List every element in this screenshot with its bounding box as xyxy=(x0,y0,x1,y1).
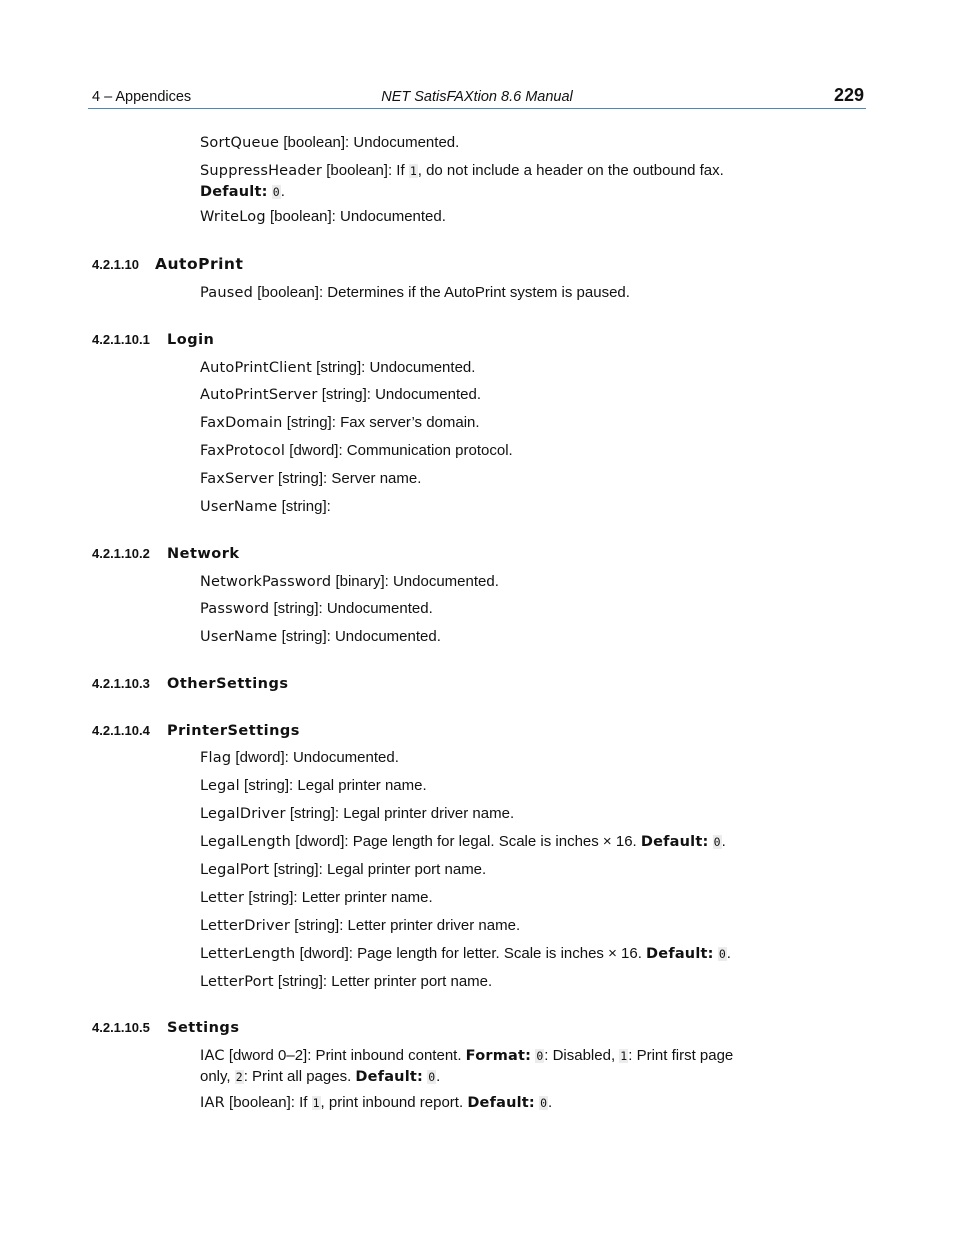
entry-name: FaxServer xyxy=(200,471,274,487)
section-number: 4.2.1.10.5 xyxy=(92,1020,150,1035)
section-number: 4.2.1.10.2 xyxy=(92,546,150,561)
entry-letter xyxy=(200,888,760,909)
section-heading-network xyxy=(92,545,240,563)
entry-paused xyxy=(200,283,760,304)
entry-faxdomain xyxy=(200,413,760,434)
entry-name: Paused xyxy=(200,285,254,301)
entry-name: LetterDriver xyxy=(200,918,291,934)
entry-faxprotocol xyxy=(200,441,760,462)
entry-name: LegalPort xyxy=(200,862,270,878)
punctuation: . xyxy=(726,945,731,962)
entry-desc: : Print first page only, xyxy=(200,1047,734,1085)
entry-networkpassword xyxy=(200,572,760,593)
entry-autoprintserver xyxy=(200,385,760,406)
entry-desc: [boolean]: If xyxy=(322,162,409,179)
code-value: 2 xyxy=(235,1069,243,1084)
entry-iac xyxy=(200,1046,760,1087)
entry-desc: [string]: Server name. xyxy=(273,470,422,487)
entry-name: FaxProtocol xyxy=(200,443,286,459)
entry-desc: , do not include a header on the outbound fax. xyxy=(417,162,724,179)
section-title: PrinterSettings xyxy=(167,723,300,739)
entry-desc: [dword]: Undocumented. xyxy=(231,749,399,766)
format-label: Format: xyxy=(465,1048,532,1064)
entry-desc: : Disabled, xyxy=(544,1047,620,1064)
entry-desc: [string]: Letter printer port name. xyxy=(273,973,493,990)
section-number: 4.2.1.10 xyxy=(92,257,139,272)
code-value: 0 xyxy=(536,1049,544,1063)
entry-name: Legal xyxy=(200,778,240,794)
section-title: AutoPrint xyxy=(155,255,244,273)
entry-desc: [boolean]: Undocumented. xyxy=(279,134,460,151)
entry-autoprintclient xyxy=(200,358,760,379)
default-value: 0 xyxy=(272,184,280,199)
punctuation: . xyxy=(548,1094,553,1111)
entry-name: LegalDriver xyxy=(200,806,286,822)
entry-name: LegalLength xyxy=(200,834,292,850)
entry-letterlength xyxy=(200,944,760,965)
page-number: 229 xyxy=(833,85,864,105)
entry-flag xyxy=(200,748,760,769)
default-label: Default: xyxy=(640,834,709,850)
default-value: 0 xyxy=(718,947,726,961)
section-heading-autoprint xyxy=(92,255,243,274)
entry-desc: [string]: Undocumented. xyxy=(317,386,481,403)
entry-desc: [boolean]: Undocumented. xyxy=(265,208,446,225)
entry-legallength xyxy=(200,832,760,853)
entry-desc: : Print all pages. xyxy=(243,1067,356,1085)
entry-name: SortQueue xyxy=(200,135,280,151)
entry-desc: [string]: Legal printer driver name. xyxy=(285,805,515,822)
entry-desc: [boolean]: If xyxy=(224,1094,312,1111)
section-number: 4.2.1.10.4 xyxy=(92,723,150,738)
entry-name: UserName xyxy=(200,499,278,515)
entry-legalport xyxy=(200,860,760,881)
entry-desc: [string]: Letter printer driver name. xyxy=(290,917,521,934)
section-title: Settings xyxy=(167,1020,240,1036)
default-value: 0 xyxy=(713,835,721,849)
section-title: Login xyxy=(167,332,215,348)
section-number: 4.2.1.10.1 xyxy=(92,332,150,347)
entry-name: AutoPrintClient xyxy=(200,360,312,376)
punctuation: . xyxy=(436,1067,441,1085)
code-value: 1 xyxy=(409,164,417,178)
section-heading-othersettings xyxy=(92,675,289,693)
punctuation: . xyxy=(280,182,285,200)
entry-name: LetterPort xyxy=(200,974,274,990)
section-title: Network xyxy=(167,546,240,562)
entry-password xyxy=(200,599,760,620)
entry-desc: [string]: Undocumented. xyxy=(312,359,476,376)
code-value: 1 xyxy=(312,1096,320,1110)
default-label: Default: xyxy=(646,946,714,962)
entry-desc: [string]: xyxy=(277,498,331,515)
default-value: 0 xyxy=(540,1096,548,1110)
entry-writelog xyxy=(200,207,760,228)
default-label: Default: xyxy=(200,183,268,200)
entry-name: Password xyxy=(200,601,270,617)
entry-desc: [string]: Fax server’s domain. xyxy=(282,414,480,431)
entry-desc: [string]: Legal printer port name. xyxy=(269,861,487,878)
entry-desc: [string]: Legal printer name. xyxy=(239,777,427,794)
default-value: 0 xyxy=(428,1069,436,1084)
entry-name: LetterLength xyxy=(200,946,296,962)
section-heading-printersettings xyxy=(92,722,300,740)
entry-username xyxy=(200,497,760,518)
entry-name: NetworkPassword xyxy=(200,574,332,590)
code-value: 1 xyxy=(620,1049,628,1063)
entry-desc: [dword]: Page length for letter. Scale is inches × 16. xyxy=(295,945,647,962)
entry-desc: [dword]: Page length for legal. Scale is inches × 16. xyxy=(291,833,641,850)
entry-faxserver xyxy=(200,469,760,490)
entry-name: FaxDomain xyxy=(200,415,283,431)
entry-network-username xyxy=(200,627,760,648)
page-header xyxy=(88,85,866,109)
header-title: NET SatisFAXtion 8.6 Manual xyxy=(381,89,573,105)
section-title: OtherSettings xyxy=(167,676,289,692)
entry-desc: [dword]: Communication protocol. xyxy=(285,442,513,459)
entry-name: Letter xyxy=(200,890,245,906)
entry-desc: [boolean]: Determines if the AutoPrint system is paused. xyxy=(253,284,630,301)
entry-letterdriver xyxy=(200,916,760,937)
entry-name: AutoPrintServer xyxy=(200,387,318,403)
section-number: 4.2.1.10.3 xyxy=(92,676,150,691)
entry-letterport xyxy=(200,972,760,993)
entry-suppressheader xyxy=(200,161,760,202)
entry-desc: [binary]: Undocumented. xyxy=(331,573,499,590)
entry-iar xyxy=(200,1093,760,1114)
entry-legal xyxy=(200,776,760,797)
entry-name: Flag xyxy=(200,750,232,766)
default-label: Default: xyxy=(467,1095,535,1111)
default-label: Default: xyxy=(355,1068,424,1085)
section-heading-settings xyxy=(92,1019,239,1037)
entry-name: IAR xyxy=(200,1095,225,1111)
entry-desc: [string]: Undocumented. xyxy=(277,628,441,645)
entry-desc: [string]: Undocumented. xyxy=(269,600,433,617)
entry-name: SuppressHeader xyxy=(200,163,323,179)
section-heading-login xyxy=(92,331,214,349)
entry-legaldriver xyxy=(200,804,760,825)
entry-name: IAC xyxy=(200,1048,225,1064)
entry-desc: [string]: Letter printer name. xyxy=(244,889,433,906)
entry-desc: , print inbound report. xyxy=(320,1094,468,1111)
entry-sortqueue xyxy=(200,133,760,154)
entry-desc: [dword 0–2]: Print inbound content. xyxy=(224,1047,466,1064)
entry-name: UserName xyxy=(200,629,278,645)
punctuation: . xyxy=(721,833,726,850)
entry-name: WriteLog xyxy=(200,209,266,225)
header-section: 4 – Appendices xyxy=(92,89,192,105)
